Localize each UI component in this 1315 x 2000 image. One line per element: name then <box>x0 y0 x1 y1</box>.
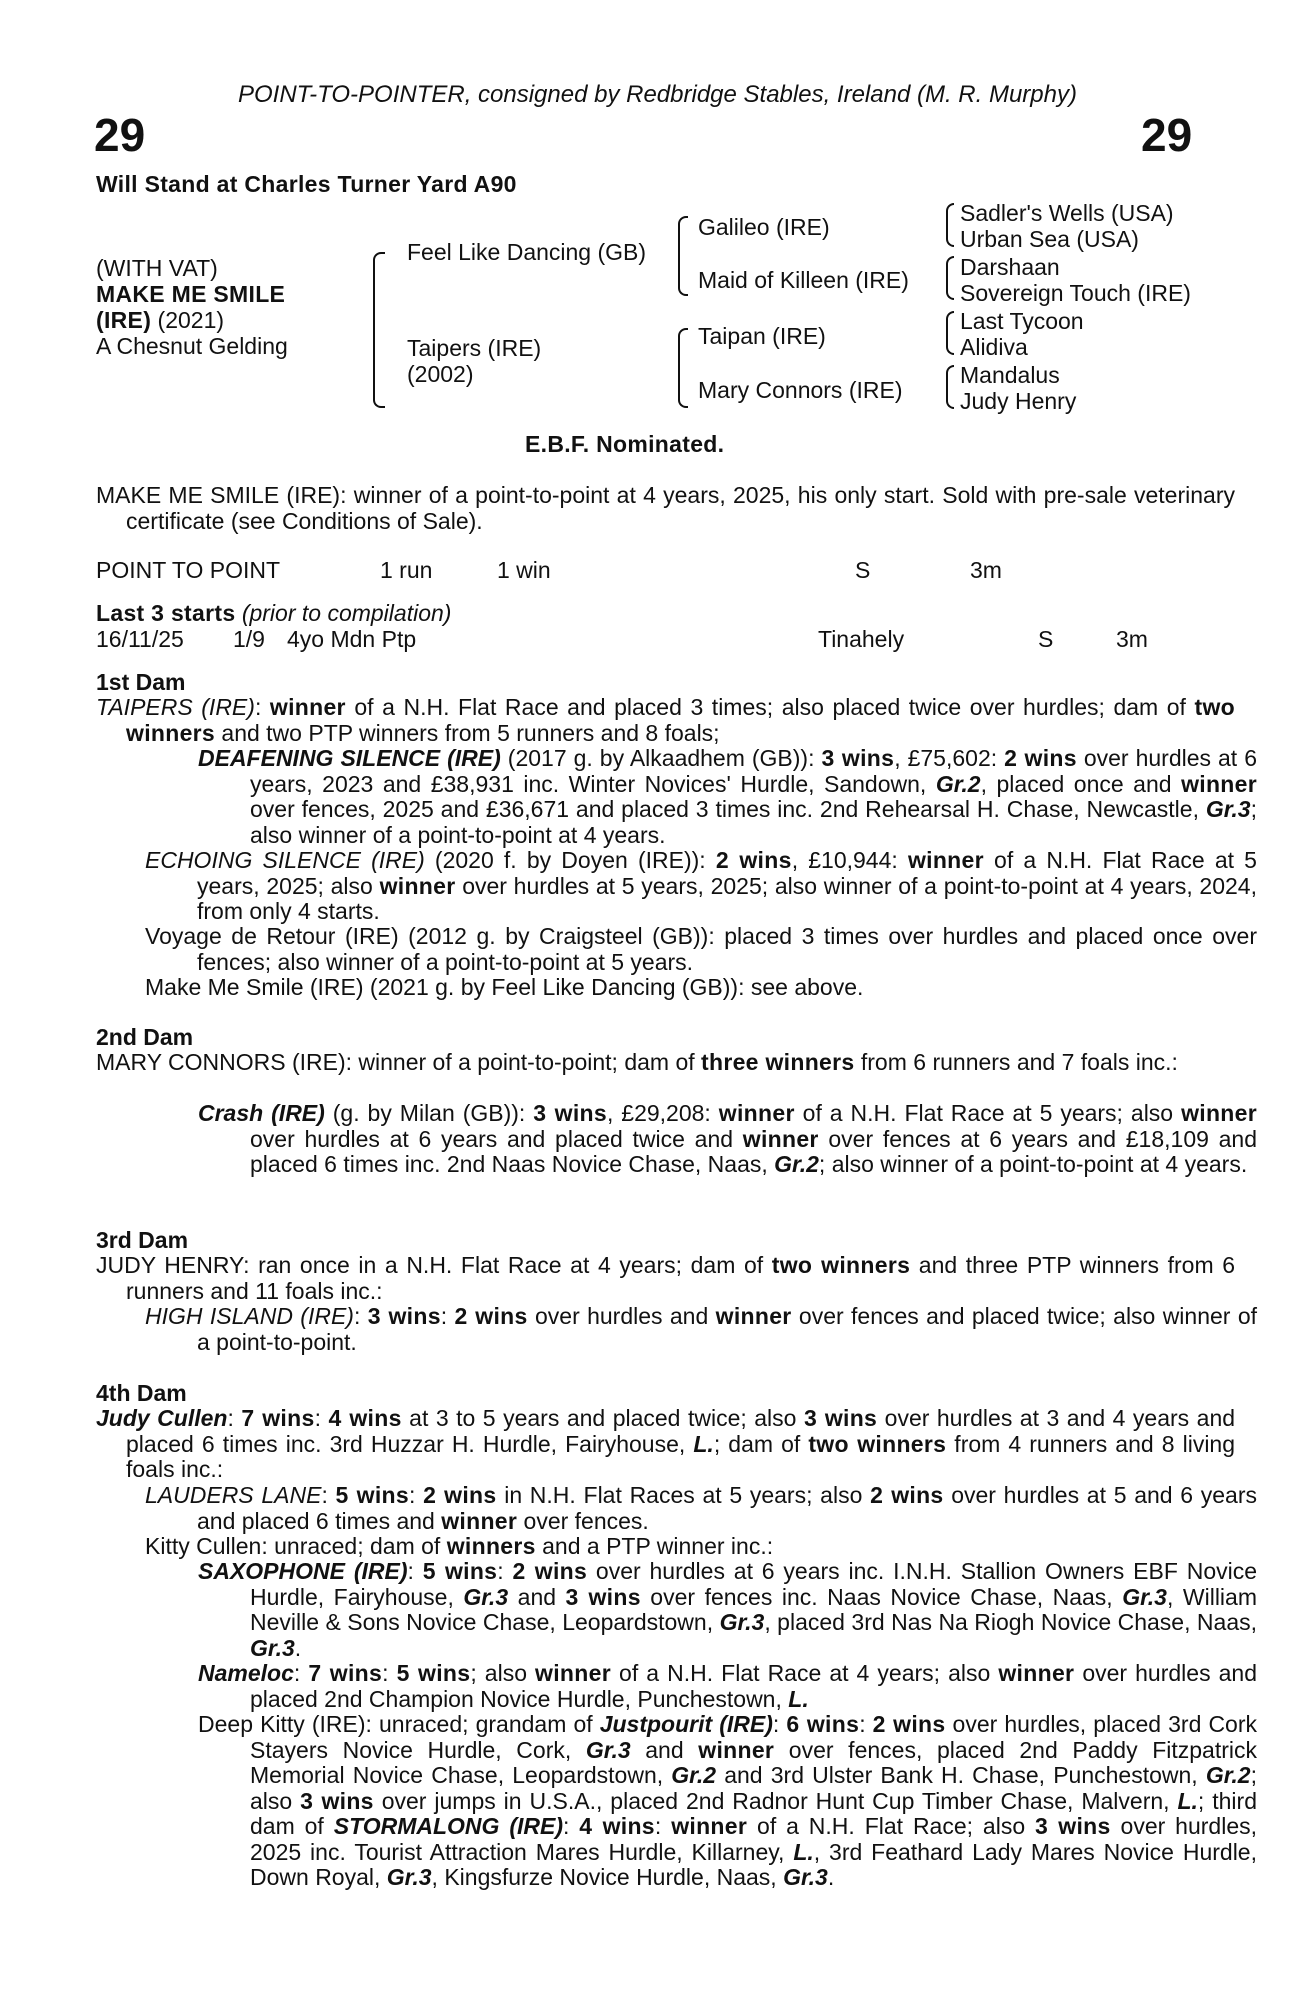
pedigree-sds: Darshaan <box>960 254 1060 280</box>
last-starts-title: Last 3 starts (prior to compilation) <box>96 600 452 626</box>
pedigree-dam-sire: Taipan (IRE) <box>698 323 826 349</box>
consignor-header: POINT-TO-POINTER, consigned by Redbridge Stables, Ireland (M. R. Murphy) <box>238 81 1077 108</box>
progeny-lauders-lane: LAUDERS LANE: 5 wins: 2 wins in N.H. Flat Races at 5 years; also 2 wins over hurdles at 5 and 6 years and placed 6 times and winner over fences. <box>145 1482 1258 1534</box>
pedigree-brace-3a <box>946 203 954 247</box>
last-start-course: Tinahely <box>818 626 905 652</box>
progeny-crash: Crash (IRE) (g. by Milan (GB)): 3 wins, £29,208: winner of a N.H. Flat Race at 5 years; also winner over hurdles at 6 years and placed twice and winner over fences at 6 years and £18,109 and placed 6 times inc. 2nd Naas Novice Chase, Naas, Gr.2; also winner of a point-to-point at 4 years. <box>198 1100 1257 1177</box>
record-wins: 1 win <box>497 557 551 583</box>
last-start-going: S <box>1038 626 1054 652</box>
summary: MAKE ME SMILE (IRE): winner of a point-to-point at 4 years, 2025, his only start. Sold with pre-sale veterinary certificate (see Conditions of Sale). <box>96 482 1235 534</box>
third-dam-text: JUDY HENRY: ran once in a N.H. Flat Race at 4 years; dam of two winners and three PTP winners from 6 runners and 11 foals inc.: <box>96 1252 1235 1304</box>
lot-number-right: 29 <box>1141 109 1193 161</box>
record-runs: 1 run <box>380 557 433 583</box>
pedigree-dam: Taipers (IRE) <box>407 335 542 361</box>
first-dam-text: TAIPERS (IRE): winner of a N.H. Flat Race and placed 3 times; also placed twice over hurdles; dam of two winners and two PTP winners from 5 runners and 8 foals; <box>96 694 1235 746</box>
progeny-kitty-cullen: Kitty Cullen: unraced; dam of winners and a PTP winner inc.: <box>145 1533 774 1559</box>
third-dam-heading: 3rd Dam <box>96 1227 189 1253</box>
stand-location: Will Stand at Charles Turner Yard A90 <box>96 171 517 197</box>
pedigree-ddd: Judy Henry <box>960 388 1077 414</box>
pedigree-brace-2a <box>678 216 688 296</box>
pedigree-ssd: Urban Sea (USA) <box>960 226 1139 252</box>
pedigree-dam-dam: Mary Connors (IRE) <box>698 377 903 403</box>
pedigree-brace-2b <box>678 328 688 408</box>
pedigree-sire-dam: Maid of Killeen (IRE) <box>698 267 909 293</box>
progeny-nameloc: Nameloc: 7 wins: 5 wins; also winner of a N.H. Flat Race at 4 years; also winner over hurdles and placed 2nd Champion Novice Hurdle, Punchestown, L. <box>198 1660 1258 1712</box>
horse-name: MAKE ME SMILE <box>96 281 286 307</box>
record-distance: 3m <box>970 557 1002 583</box>
progeny-echoing-silence: ECHOING SILENCE (IRE) (2020 f. by Doyen (IRE)): 2 wins, £10,944: winner of a N.H. Flat Race at 5 years, 2025; also winner over hurdles at 5 years, 2025; also winner of a point-to-point at 4 years, 2024, from only 4 starts. <box>145 847 1257 924</box>
last-start-date: 16/11/25 <box>96 626 184 652</box>
progeny-deafening-silence: DEAFENING SILENCE (IRE) (2017 g. by Alkaadhem (GB)): 3 wins, £75,602: 2 wins over hurdles at 6 years, 2023 and £38,931 inc. Winter Novices' Hurdle, Sandown, Gr.2, placed once and winner over fences, 2025 and £36,671 and placed 3 times inc. 2nd Rehearsal H. Chase, Newcastle, Gr.3; also winner of a point-to-point at 4 years. <box>198 745 1257 848</box>
last-start-distance: 3m <box>1116 626 1148 652</box>
pedigree-dam-year: (2002) <box>407 361 474 387</box>
horse-description: A Chesnut Gelding <box>96 333 288 359</box>
second-dam-heading: 2nd Dam <box>96 1024 194 1050</box>
horse-origin-year: (IRE) (2021) <box>96 307 225 333</box>
first-dam-heading: 1st Dam <box>96 669 186 695</box>
pedigree-brace-3d <box>946 365 954 409</box>
lot-number-left: 29 <box>94 109 146 161</box>
pedigree-sss: Sadler's Wells (USA) <box>960 200 1174 226</box>
pedigree-sire: Feel Like Dancing (GB) <box>407 239 647 265</box>
second-dam-text: MARY CONNORS (IRE): winner of a point-to-point; dam of three winners from 6 runners and 7 foals inc.: <box>96 1049 1178 1075</box>
pedigree-dds: Mandalus <box>960 362 1060 388</box>
pedigree-brace-3b <box>946 256 954 300</box>
last-start-race: 4yo Mdn Ptp <box>287 626 417 652</box>
record-label: POINT TO POINT <box>96 557 281 583</box>
progeny-voyage-de-retour: Voyage de Retour (IRE) (2012 g. by Craigsteel (GB)): placed 3 times over hurdles and placed once over fences; also winner of a point-to-point at 5 years. <box>145 923 1257 975</box>
record-going: S <box>855 557 871 583</box>
pedigree-sdd: Sovereign Touch (IRE) <box>960 280 1191 306</box>
progeny-high-island: HIGH ISLAND (IRE): 3 wins: 2 wins over hurdles and winner over fences and placed twice; also winner of a point-to-point. <box>145 1303 1257 1355</box>
ebf-nominated: E.B.F. Nominated. <box>525 431 725 457</box>
pedigree-brace-1 <box>373 252 385 408</box>
last-start-position: 1/9 <box>233 626 265 652</box>
pedigree-dsd: Alidiva <box>960 334 1028 360</box>
fourth-dam-heading: 4th Dam <box>96 1380 187 1406</box>
progeny-deep-kitty: Deep Kitty (IRE): unraced; grandam of Justpourit (IRE): 6 wins: 2 wins over hurdles, placed 3rd Cork Stayers Novice Hurdle, Cork, Gr.3 and winner over fences, placed 2nd Paddy Fitzpatrick Memorial Novice Chase, Leopardstown, Gr.2 and 3rd Ulster Bank H. Chase, Punchestown, Gr.2; also 3 wins over jumps in U.S.A., placed 2nd Radnor Hunt Cup Timber Chase, Malvern, L.; third dam of STORMALONG (IRE): 4 wins: winner of a N.H. Flat Race; also 3 wins over hurdles, 2025 inc. Tourist Attraction Mares Hurdle, Killarney, L., 3rd Feathard Lady Mares Novice Hurdle, Down Royal, Gr.3, Kingsfurze Novice Hurdle, Naas, Gr.3. <box>198 1711 1258 1890</box>
pedigree-brace-3c <box>946 311 954 355</box>
pedigree-dss: Last Tycoon <box>960 308 1084 334</box>
vat-note: (WITH VAT) <box>96 255 218 281</box>
fourth-dam-text: Judy Cullen: 7 wins: 4 wins at 3 to 5 years and placed twice; also 3 wins over hurdles at 3 and 4 years and placed 6 times inc. 3rd Huzzar H. Hurdle, Fairyhouse, L.; dam of two winners from 4 runners and 8 living foals inc.: <box>96 1405 1236 1482</box>
pedigree-sire-sire: Galileo (IRE) <box>698 214 830 240</box>
progeny-saxophone: SAXOPHONE (IRE): 5 wins: 2 wins over hurdles at 6 years inc. I.N.H. Stallion Owners EBF Novice Hurdle, Fairyhouse, Gr.3 and 3 wins over fences inc. Naas Novice Chase, Naas, Gr.3, William Neville & Sons Novice Chase, Leopardstown, Gr.3, placed 3rd Nas Na Riogh Novice Chase, Naas, Gr.3. <box>198 1558 1258 1661</box>
progeny-make-me-smile: Make Me Smile (IRE) (2021 g. by Feel Like Dancing (GB)): see above. <box>145 974 864 1000</box>
